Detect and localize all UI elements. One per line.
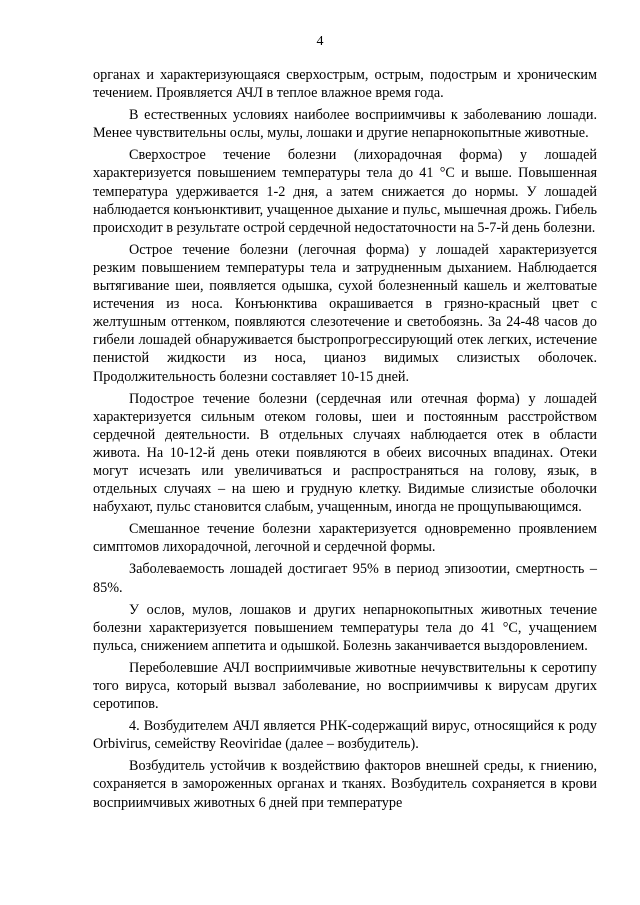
paragraph-resistance: Возбудитель устойчив к воздействию факторов внешней среды, к гниению, сохраняется в замороженных органах и тканях. Возбудитель сохраняется в крови восприимчивых животных 6 дней при температуре	[93, 758, 597, 811]
paragraph-susceptibility: В естественных условиях наиболее восприимчивы к заболеванию лошади. Менее чувствительны ослы, мулы, лошаки и другие непарнокопытные животные.	[93, 107, 597, 142]
paragraph-continuation: органах и характеризующаяся сверхострым, острым, подострым и хроническим течением. Проявляется АЧЛ в теплое влажное время года.	[93, 67, 597, 102]
paragraph-morbidity: Заболеваемость лошадей достигает 95% в период эпизоотии, смертность – 85%.	[93, 561, 597, 596]
paragraph-hyperacute-form: Сверхострое течение болезни (лихорадочная форма) у лошадей характеризуется повышением температуры тела до 41 °С и выше. Повышенная температура удерживается 1-2 дня, а затем снижается до нормы. У лошадей наблюдается конъюнктивит, учащенное дыхание и пульс, мышечная дрожь. Гибель происходит в результате острой сердечной недостаточности на 5-7-й день болезни.	[93, 147, 597, 236]
paragraph-immunity: Переболевшие АЧЛ восприимчивые животные нечувствительны к серотипу того вируса, который вызвал заболевание, но восприимчивы к вирусам других серотипов.	[93, 659, 597, 713]
paragraph-subacute-form: Подострое течение болезни (сердечная или отечная форма) у лошадей характеризуется сильным отеком головы, шеи и постоянным расстройством сердечной деятельности. В отдельных случаях наблюдается отек в области живота. На 10-12-й день отеки появляются в обеих височных впадинах. Отеки могут исчезать или увеличиваться и распространяться на голову, язык, в отдельных случаях – на шею и грудную клетку. Видимые слизистые оболочки набухают, пульс становится слабым, учащенным, иногда не прощупывающимся.	[93, 390, 597, 516]
paragraph-other-equids: У ослов, мулов, лошаков и других непарнокопытных животных течение болезни характеризуется повышением температуры тела до 41 °С, учащением пульса, снижением аппетита и одышкой. Болезнь заканчивается выздоровлением.	[93, 601, 597, 654]
paragraph-acute-form: Острое течение болезни (легочная форма) у лошадей характеризуется резким повышением температуры тела и затрудненным дыханием. Наблюдается вытягивание шеи, появляется одышка, сухой болезненный кашель и желтоватые истечения из носа. Конъюнктива окрашивается в грязно-красный цвет с желтушным оттенком, появляются слезотечение и светобоязнь. За 24-48 часов до гибели лошадей обнаруживается быстропрогрессирующий отек легких, истечение пенистой жидкости из носа, цианоз видимых слизистых оболочек. Продолжительность болезни составляет 10-15 дней.	[93, 241, 597, 385]
page-number: 4	[316, 34, 324, 49]
paragraph-mixed-form: Смешанное течение болезни характеризуется одновременно проявлением симптомов лихорадочной, легочной и сердечной формы.	[93, 521, 597, 556]
paragraph-pathogen: 4. Возбудителем АЧЛ является РНК-содержащий вирус, относящийся к роду Orbivirus, семейству Reoviridae (далее – возбудитель).	[93, 718, 597, 753]
body-text	[93, 66, 597, 812]
